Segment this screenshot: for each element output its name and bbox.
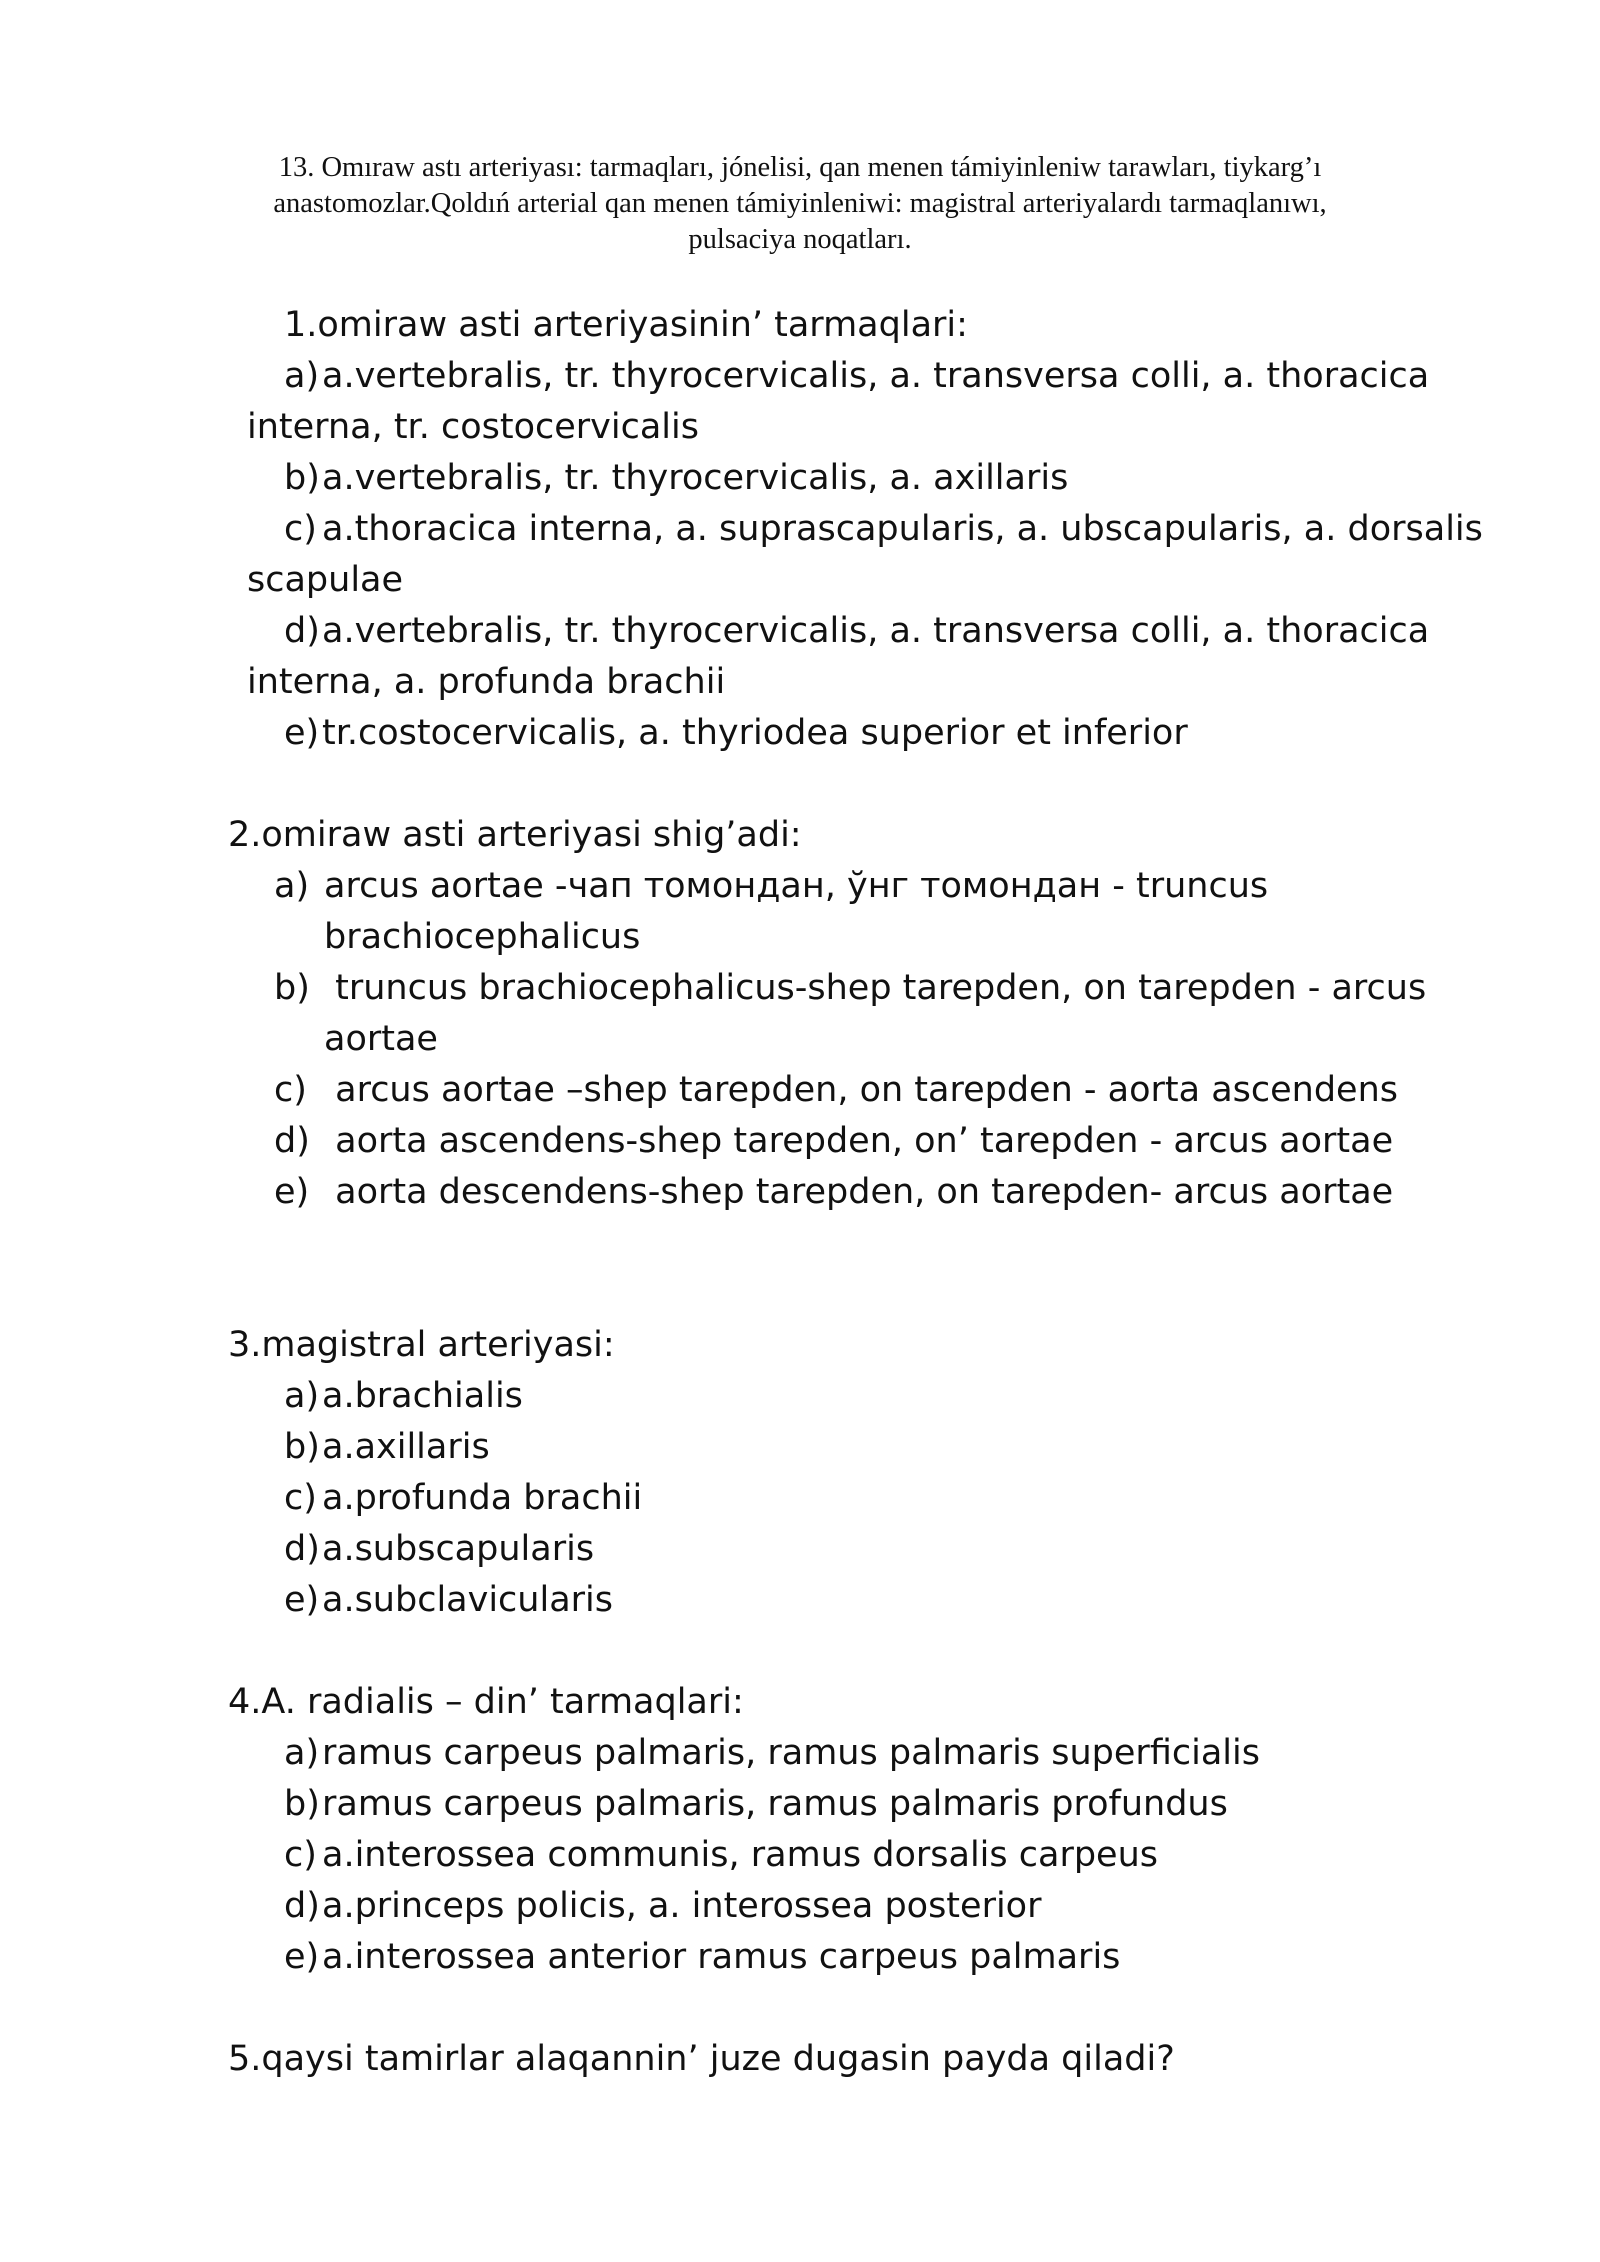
option-text: aorta descendens-shep tarepden, on tarepden- arcus aortae xyxy=(324,1172,1394,1212)
q1-option-a xyxy=(284,351,1429,402)
q4-option-e xyxy=(284,1932,1120,1983)
option-label: a) xyxy=(284,356,320,396)
question-3-title: 3.magistral arteriyasi: xyxy=(228,1325,615,1365)
option-label: b) xyxy=(274,968,310,1008)
q3-option-d xyxy=(284,1524,594,1575)
option-label: c) xyxy=(284,1835,317,1875)
option-text: a.interossea communis, ramus dorsalis carpeus xyxy=(322,1835,1159,1875)
option-label: a) xyxy=(274,866,310,906)
q2-option-a xyxy=(274,861,1268,912)
q1-option-b xyxy=(284,453,1068,504)
option-label: c) xyxy=(284,1478,317,1518)
q3-option-a xyxy=(284,1371,523,1422)
q2-option-d xyxy=(274,1116,1393,1167)
option-text: a.vertebralis, tr. thyrocervicalis, a. transversa colli, a. thoracica xyxy=(322,356,1430,396)
document-header: 13. Omıraw astı arteriyası: tarmaqları, jónelisi, qan menen támiyinleniw tarawları, tiykarg’ı anastomozlar.Qoldıń arterial qan menen támiyinleniwi: magistral arteriyalardı tarmaqlanıwı, pulsaciya noqatları. xyxy=(273,152,1327,255)
option-text: a.axillaris xyxy=(322,1427,490,1467)
option-label: b) xyxy=(284,1784,320,1824)
option-text: a.princeps policis, a. interossea posterior xyxy=(322,1886,1042,1926)
option-label: d) xyxy=(284,1529,320,1569)
option-label: a) xyxy=(284,1733,320,1773)
q4-option-a xyxy=(284,1728,1260,1779)
option-text: a.thoracica interna, a. suprascapularis, a. ubscapularis, a. dorsalis xyxy=(322,509,1483,549)
q4-option-d xyxy=(284,1881,1041,1932)
q2-option-e xyxy=(274,1167,1393,1218)
q4-option-b xyxy=(284,1779,1228,1830)
option-text: truncus brachiocephalicus-shep tarepden, on tarepden - arcus xyxy=(324,968,1427,1008)
q3-option-b xyxy=(284,1422,490,1473)
option-text: ramus carpeus palmaris, ramus palmaris profundus xyxy=(322,1784,1228,1824)
option-text: a.brachialis xyxy=(322,1376,523,1416)
option-label: d) xyxy=(274,1121,310,1161)
option-text: a.subclavicularis xyxy=(322,1580,614,1620)
q4-option-c xyxy=(284,1830,1158,1881)
option-text: arcus aortae -чап томондан, ўнг томондан - truncus xyxy=(324,866,1269,906)
q3-option-e xyxy=(284,1575,613,1626)
question-5-title: 5.qaysi tamirlar alaqannin’ juze dugasin payda qiladi? xyxy=(228,2039,1175,2079)
question-2-title: 2.omiraw asti arteriyasi shig’adi: xyxy=(228,815,802,855)
q1-option-d-continued: interna, a. profunda brachii xyxy=(247,662,726,702)
question-1-title: 1.omiraw asti arteriyasinin’ tarmaqlari: xyxy=(284,305,968,345)
option-label: d) xyxy=(284,611,320,651)
q2-option-c xyxy=(274,1065,1398,1116)
option-label: b) xyxy=(284,458,320,498)
q1-option-c xyxy=(284,504,1483,555)
option-label: e) xyxy=(284,713,320,753)
option-text: tr.costocervicalis, a. thyriodea superior et inferior xyxy=(322,713,1188,753)
option-text: aorta ascendens-shep tarepden, on’ tarepden - arcus aortae xyxy=(324,1121,1394,1161)
q1-option-c-continued: scapulae xyxy=(247,560,404,600)
option-text: a.vertebralis, tr. thyrocervicalis, a. axillaris xyxy=(322,458,1069,498)
q1-option-a-continued: interna, tr. costocervicalis xyxy=(247,407,699,447)
q2-option-b xyxy=(274,963,1426,1014)
question-4-title: 4.A. radialis – din’ tarmaqlari: xyxy=(228,1682,744,1722)
q2-option-a-continued: brachiocephalicus xyxy=(324,917,641,957)
q2-option-b-continued: aortae xyxy=(324,1019,438,1059)
option-label: b) xyxy=(284,1427,320,1467)
option-label: d) xyxy=(284,1886,320,1926)
q3-option-c xyxy=(284,1473,642,1524)
option-label: c) xyxy=(274,1070,307,1110)
q1-option-e xyxy=(284,708,1188,759)
option-text: a.subscapularis xyxy=(322,1529,595,1569)
option-label: a) xyxy=(284,1376,320,1416)
option-label: e) xyxy=(284,1937,320,1977)
option-text: ramus carpeus palmaris, ramus palmaris superficialis xyxy=(322,1733,1260,1773)
option-text: arcus aortae –shep tarepden, on tarepden - aorta ascendens xyxy=(324,1070,1399,1110)
option-text: a.interossea anterior ramus carpeus palmaris xyxy=(322,1937,1121,1977)
option-label: e) xyxy=(284,1580,320,1620)
option-label: e) xyxy=(274,1172,310,1212)
option-label: c) xyxy=(284,509,317,549)
option-text: a.profunda brachii xyxy=(322,1478,643,1518)
q1-option-d xyxy=(284,606,1429,657)
option-text: a.vertebralis, tr. thyrocervicalis, a. transversa colli, a. thoracica xyxy=(322,611,1430,651)
